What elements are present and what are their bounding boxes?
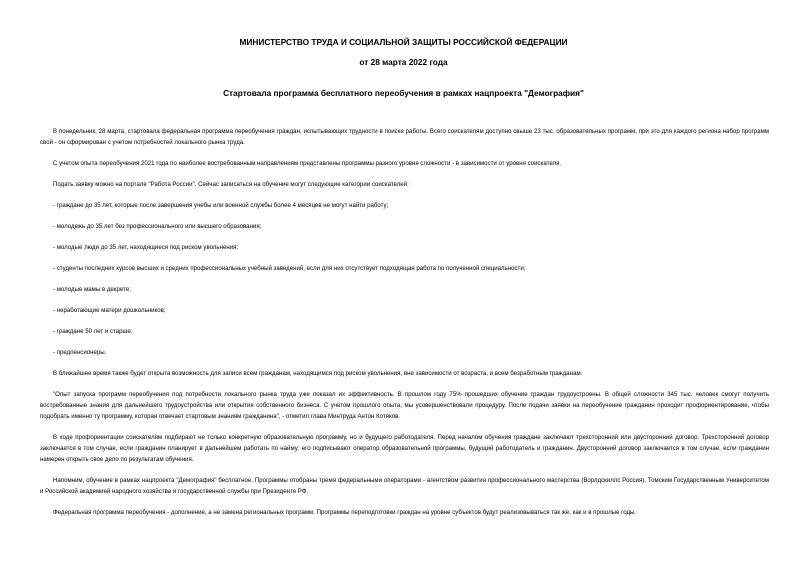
list-item: - неработающие матери дошкольников; <box>53 307 166 314</box>
document-title: Стартовала программа бесплатного переобучения в рамках нацпроекта "Демография" <box>223 88 584 98</box>
paragraph-intro: В понедельник, 28 марта, стартовала федеральная программа переобучения граждан, испытывающих трудности в поиске работы. Всего соискателям доступно свыше 23 тыс. образовательных программ, при это для каждого региона набор программ свой - он сформирован с учетом потребностей локального рынка труда. <box>40 128 769 146</box>
paragraph-federal: Федеральная программа переобучения - дополнение, а не замена региональных программ. Программы переподготовки граждан на уровне субъектов будут реализовываться так же, как и в прошлые годы. <box>53 509 637 516</box>
list-item: - студенты последних курсов высших и средних профессиональных учебный заведений, если для них отсутствует подходящая работа по полученной специальности; <box>53 265 526 272</box>
list-item: - молодые люди до 35 лет, находящиеся под риском увольнения; <box>53 244 239 251</box>
paragraph-contracts: В ходе профориентации соискателям подбирают не только конкретную образовательную программу, но и будущего работодателя. Перед началом обучения граждане заключают трехсторонний или двусторонний договор. Трехсторонний договор заключается в том случае, если гражданин планирует в дальнейшем работать по найму: его подписывают оператор образовательной программы, будущий работодатель и гражданин. Двусторонний договор заключается в том случае, если гражданин намерен открыть свое дело по результатам обучения. <box>40 434 769 463</box>
list-item: - предпенсионеры. <box>53 349 107 356</box>
paragraph-programs: С учетом опыта переобучения 2021 года по наиболее востребованным направлениям представлены программы разного уровня сложности - в зависимости от уровня соискателя. <box>53 160 562 167</box>
paragraph-upcoming: В ближайшее время также будет открыта возможность для записи всем гражданам, находящимся под риском увольнения, вне зависимости от возраста, и всем безработным гражданам. <box>53 370 583 377</box>
list-item: - молодые мамы в декрете; <box>53 286 131 293</box>
document-body <box>40 126 769 518</box>
list-item: - молодежь до 35 лет без профессионального или высшего образования; <box>53 223 262 230</box>
ministry-heading: МИНИСТЕРСТВО ТРУДА И СОЦИАЛЬНОЙ ЗАЩИТЫ РОССИЙСКОЙ ФЕДЕРАЦИИ <box>239 37 568 47</box>
paragraph-apply: Подать заявку можно на портале "Работа России". Сейчас записаться на обучение могут следующие категории соискателей: <box>53 181 409 188</box>
document-date: от 28 марта 2022 года <box>359 57 448 67</box>
paragraph-operators: Напомним, обучение в рамках нацпроекта "Демография" бесплатное. Программы отобраны тремя федеральными операторами - агентством развития профессионального мастерства (Ворлдскиллс Россия), Томским Государственным Университетом и Российской академией народного хозяйства и государственной службы при Президенте РФ. <box>40 477 769 495</box>
paragraph-quote: "Опыт запуска программ переобучения под потребности локального рынка труда уже показал их эффективность. В прошлом году 75% прошедших обучение граждан трудоустроены. В общей сложности 345 тыс. человек смогут получить востребованные знания для дальнейшего трудоустройства или открытия собственного бизнеса. С учетом прошлого опыта, мы усовершенствовали процедуру. После подачи заявки на переобучение гражданин проходит профориентирование, чтобы подобрать именно ту программу, которая отвечает стартовым знаниям гражданина", - отметил глава Минтруда Антон Котяков. <box>40 391 769 420</box>
list-item: - граждане 50 лет и старше; <box>53 328 133 335</box>
list-item: - граждане до 35 лет, которые после завершения учебы или военной службы более 4 месяцев не могут найти работу; <box>53 202 389 209</box>
